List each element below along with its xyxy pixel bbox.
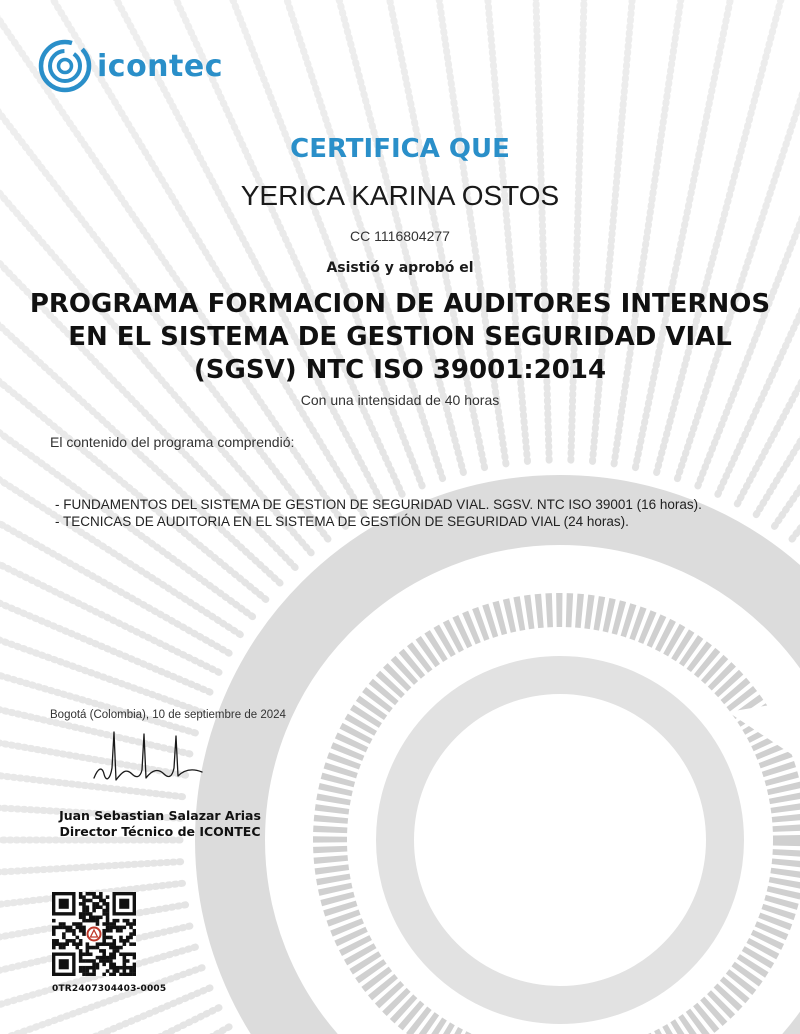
qr-module — [59, 946, 63, 950]
qr-module — [99, 899, 103, 903]
icontec-logo — [37, 38, 223, 94]
qr-module — [82, 909, 86, 913]
qr-module — [65, 929, 69, 933]
qr-module — [96, 895, 100, 899]
qr-module — [112, 926, 116, 930]
qr-module — [76, 922, 80, 926]
qr-module — [89, 912, 93, 916]
program-title-line: PROGRAMA FORMACION DE AUDITORES INTERNOS — [29, 289, 771, 319]
qr-module — [123, 973, 127, 976]
qr-module — [89, 919, 93, 923]
qr-module — [133, 942, 136, 946]
qr-module — [102, 939, 106, 943]
qr-module — [109, 922, 113, 926]
qr-module — [62, 942, 66, 946]
qr-module — [92, 973, 96, 976]
qr-module — [82, 969, 86, 973]
qr-module — [79, 956, 83, 960]
qr-module — [89, 973, 93, 976]
qr-module — [96, 922, 100, 926]
qr-module — [62, 932, 66, 936]
qr-module — [102, 929, 106, 933]
program-title-line: (SGSV) NTC ISO 39001:2014 — [193, 355, 607, 385]
qr-module — [79, 942, 83, 946]
qr-module — [89, 899, 93, 903]
content-item: - TECNICAS DE AUDITORIA EN EL SISTEMA DE GESTIÓN DE SEGURIDAD VIAL (24 horas). — [55, 514, 629, 529]
qr-module — [106, 969, 110, 973]
qr-module — [133, 952, 136, 956]
qr-module — [99, 956, 103, 960]
qr-module — [133, 956, 136, 960]
qr-module — [79, 966, 83, 970]
qr-module — [86, 892, 90, 896]
qr-module — [112, 939, 116, 943]
qr-module — [92, 895, 96, 899]
qr-module — [86, 912, 90, 916]
qr-module — [79, 916, 83, 920]
qr-module — [59, 926, 63, 930]
qr-module — [102, 932, 106, 936]
qr-module — [76, 926, 80, 930]
qr-module — [126, 959, 130, 963]
qr-module — [112, 942, 116, 946]
qr-module — [65, 939, 69, 943]
qr-module — [102, 963, 106, 967]
qr-module — [79, 902, 83, 906]
qr-module — [52, 939, 56, 943]
qr-module — [129, 942, 133, 946]
qr-module — [92, 966, 96, 970]
qr-module — [106, 902, 110, 906]
qr-module — [82, 912, 86, 916]
qr-module — [79, 929, 83, 933]
qr-module — [109, 959, 113, 963]
qr-module — [112, 946, 116, 950]
qr-module — [89, 959, 93, 963]
qr-module — [59, 942, 63, 946]
ring-notch — [728, 700, 800, 760]
background-ray — [0, 437, 202, 713]
qr-module — [119, 973, 123, 976]
signer-block — [40, 808, 280, 840]
qr-module — [106, 895, 110, 899]
qr-module — [106, 909, 110, 913]
qr-module — [126, 922, 130, 926]
qr-module — [116, 929, 120, 933]
qr-module — [86, 919, 90, 923]
qr-module — [109, 929, 113, 933]
qr-module — [123, 959, 127, 963]
qr-module — [82, 966, 86, 970]
qr-module — [86, 949, 90, 953]
qr-module — [116, 949, 120, 953]
qr-module — [133, 919, 136, 923]
qr-module — [129, 932, 133, 936]
qr-module — [79, 926, 83, 930]
qr-module — [79, 892, 83, 896]
qr-module — [106, 905, 110, 909]
recipient-id: CC 1116804277 — [350, 228, 450, 244]
qr-module — [112, 963, 116, 967]
qr-module — [133, 922, 136, 926]
qr-module — [79, 949, 83, 953]
qr-module — [106, 929, 110, 933]
qr-module — [129, 973, 133, 976]
qr-module — [123, 952, 127, 956]
qr-module — [82, 899, 86, 903]
qr-module — [126, 973, 130, 976]
content-label: El contenido del programa comprendió: — [50, 434, 295, 450]
qr-module — [106, 912, 110, 916]
signer-name: Juan Sebastian Salazar Arias — [59, 808, 261, 823]
qr-module — [82, 926, 86, 930]
qr-module — [52, 926, 56, 930]
qr-module — [86, 905, 90, 909]
qr-module — [72, 929, 76, 933]
qr-module — [92, 909, 96, 913]
qr-module — [59, 922, 63, 926]
qr-module — [109, 966, 113, 970]
qr-module — [89, 946, 93, 950]
qr-module — [76, 936, 80, 940]
qr-module — [76, 942, 80, 946]
qr-module — [133, 929, 136, 933]
qr-module — [102, 959, 106, 963]
qr-module — [96, 942, 100, 946]
qr-module — [82, 973, 86, 976]
signer-title: Director Técnico de ICONTEC — [59, 824, 261, 839]
qr-module — [82, 932, 86, 936]
qr-module — [123, 969, 127, 973]
qr-module — [112, 966, 116, 970]
qr-module — [123, 919, 127, 923]
qr-module — [123, 942, 127, 946]
qr-module — [102, 936, 106, 940]
qr-module — [52, 932, 56, 936]
qr-module — [109, 926, 113, 930]
qr-module — [102, 942, 106, 946]
qr-module — [119, 926, 123, 930]
qr-module — [102, 956, 106, 960]
qr-module — [102, 909, 106, 913]
certifies-heading: CERTIFICA QUE — [290, 134, 510, 164]
qr-module — [123, 963, 127, 967]
qr-module — [92, 959, 96, 963]
qr-module — [62, 922, 66, 926]
qr-module — [82, 959, 86, 963]
qr-module — [65, 942, 69, 946]
qr-module — [106, 919, 110, 923]
qr-module — [129, 969, 133, 973]
qr-module — [112, 919, 116, 923]
qr-module — [92, 963, 96, 967]
qr-module — [99, 895, 103, 899]
qr-module — [109, 936, 113, 940]
qr-module — [123, 939, 127, 943]
qr-module — [119, 929, 123, 933]
qr-module — [129, 922, 133, 926]
qr-module — [72, 922, 76, 926]
qr-module — [69, 926, 73, 930]
qr-module — [112, 973, 116, 976]
qr-module — [99, 916, 103, 920]
qr-module — [129, 936, 133, 940]
qr-finder — [59, 899, 69, 909]
qr-module — [133, 966, 136, 970]
qr-module — [79, 959, 83, 963]
qr-module — [106, 922, 110, 926]
qr-module — [86, 966, 90, 970]
program-title — [20, 288, 780, 387]
qr-module — [126, 966, 130, 970]
qr-module — [109, 956, 113, 960]
qr-module — [62, 946, 66, 950]
qr-module — [102, 973, 106, 976]
qr-finder — [119, 899, 129, 909]
qr-module — [55, 942, 59, 946]
qr-module — [79, 922, 83, 926]
qr-module — [109, 963, 113, 967]
qr-module — [99, 905, 103, 909]
qr-module — [116, 946, 120, 950]
qr-module — [72, 932, 76, 936]
qr-module — [82, 919, 86, 923]
qr-module — [99, 942, 103, 946]
qr-module — [79, 969, 83, 973]
icontec-logo-text: icontec — [97, 48, 224, 84]
qr-module — [86, 973, 90, 976]
qr-module — [102, 949, 106, 953]
qr-module — [86, 909, 90, 913]
qr-module — [79, 895, 83, 899]
qr-module — [126, 939, 130, 943]
qr-module — [112, 922, 116, 926]
place-and-date: Bogotá (Colombia), 10 de septiembre de 2024 — [50, 709, 286, 721]
qr-module — [106, 926, 110, 930]
qr-module — [123, 966, 127, 970]
qr-module — [86, 952, 90, 956]
qr-module — [89, 952, 93, 956]
qr-module — [129, 926, 133, 930]
qr-module — [106, 936, 110, 940]
qr-module — [76, 946, 80, 950]
qr-module — [79, 912, 83, 916]
qr-module — [112, 969, 116, 973]
verification-qr-code[interactable] — [52, 892, 136, 976]
qr-module — [86, 942, 90, 946]
qr-module — [133, 963, 136, 967]
qr-module — [86, 899, 90, 903]
qr-module — [86, 959, 90, 963]
qr-module — [133, 932, 136, 936]
qr-module — [82, 916, 86, 920]
qr-module — [119, 966, 123, 970]
qr-module — [55, 926, 59, 930]
qr-module — [89, 892, 93, 896]
qr-module — [116, 926, 120, 930]
qr-module — [106, 959, 110, 963]
qr-module — [92, 902, 96, 906]
qr-module — [133, 969, 136, 973]
qr-module — [119, 946, 123, 950]
qr-module — [106, 916, 110, 920]
qr-module — [86, 969, 90, 973]
qr-module — [99, 892, 103, 896]
icontec-logo-icon — [37, 38, 93, 94]
qr-module — [123, 956, 127, 960]
qr-module — [126, 919, 130, 923]
qr-module — [106, 942, 110, 946]
qr-module — [52, 929, 56, 933]
qr-module — [65, 926, 69, 930]
qr-module — [133, 973, 136, 976]
qr-module — [102, 912, 106, 916]
qr-module — [102, 899, 106, 903]
attendance-statement: Asistió y aprobó el — [326, 260, 474, 276]
qr-module — [119, 952, 123, 956]
content-item: - FUNDAMENTOS DEL SISTEMA DE GESTION DE SEGURIDAD VIAL. SGSV. NTC ISO 39001 (16 horas). — [55, 497, 702, 512]
qr-module — [62, 926, 66, 930]
qr-module — [126, 936, 130, 940]
qr-module — [62, 936, 66, 940]
qr-module — [109, 942, 113, 946]
qr-module — [129, 966, 133, 970]
qr-module — [112, 956, 116, 960]
qr-module — [79, 939, 83, 943]
qr-module — [55, 939, 59, 943]
qr-module — [109, 952, 113, 956]
qr-module — [96, 966, 100, 970]
qr-module — [112, 952, 116, 956]
qr-module — [102, 952, 106, 956]
qr-module — [119, 936, 123, 940]
qr-module — [112, 949, 116, 953]
qr-module — [96, 905, 100, 909]
qr-module — [82, 952, 86, 956]
qr-module — [102, 922, 106, 926]
qr-module — [72, 942, 76, 946]
qr-module — [102, 902, 106, 906]
qr-module — [129, 952, 133, 956]
qr-module — [92, 919, 96, 923]
qr-module — [82, 905, 86, 909]
qr-module — [69, 939, 73, 943]
qr-module — [92, 946, 96, 950]
qr-module — [96, 919, 100, 923]
qr-module — [72, 939, 76, 943]
qr-module — [123, 926, 127, 930]
qr-module — [92, 916, 96, 920]
qr-module — [109, 973, 113, 976]
qr-module — [96, 946, 100, 950]
program-intensity: Con una intensidad de 40 horas — [300, 392, 500, 408]
qr-module — [96, 956, 100, 960]
qr-module — [116, 966, 120, 970]
qr-module — [119, 939, 123, 943]
qr-module — [52, 946, 56, 950]
qr-module — [52, 942, 56, 946]
qr-module — [92, 892, 96, 896]
qr-module — [99, 949, 103, 953]
signature — [88, 728, 208, 792]
certificate-code: 0TR2407304403-0005 — [52, 984, 167, 994]
qr-module — [96, 916, 100, 920]
qr-module — [89, 966, 93, 970]
recipient-name: YERICA KARINA OSTOS — [240, 180, 560, 211]
qr-module — [79, 952, 83, 956]
qr-module — [52, 919, 56, 923]
qr-finder — [59, 959, 69, 969]
qr-module — [126, 952, 130, 956]
qr-module — [82, 929, 86, 933]
content-list — [55, 496, 775, 530]
qr-module — [109, 946, 113, 950]
qr-module — [96, 963, 100, 967]
qr-module — [82, 895, 86, 899]
qr-module — [89, 916, 93, 920]
qr-module — [99, 959, 103, 963]
program-title-line: EN EL SISTEMA DE GESTION SEGURIDAD VIAL — [68, 322, 732, 352]
qr-module — [86, 946, 90, 950]
qr-module — [82, 902, 86, 906]
qr-module — [92, 969, 96, 973]
qr-module — [116, 969, 120, 973]
qr-module — [116, 919, 120, 923]
qr-module — [69, 929, 73, 933]
qr-module — [106, 956, 110, 960]
qr-module — [92, 905, 96, 909]
center-disc — [460, 740, 660, 940]
qr-module — [96, 902, 100, 906]
